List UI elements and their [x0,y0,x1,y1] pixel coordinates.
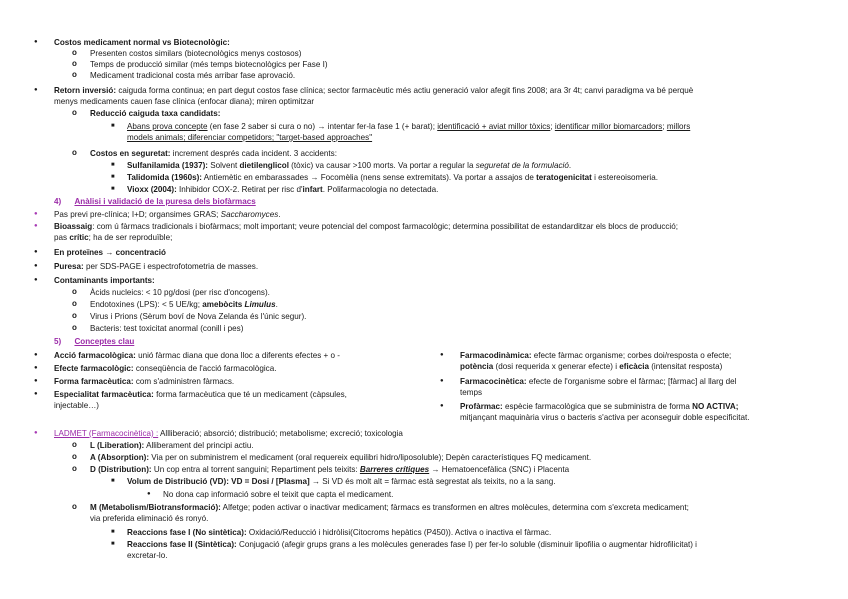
viox-b: infart [302,185,323,194]
fd-l2d: (intensitat resposta) [648,362,723,371]
fd-l2b: (dosi requerida x generar efecte) i [493,362,620,371]
sulf-b: dietilenglicol [239,161,289,170]
section-5-title: Conceptes clau [74,337,135,346]
fd-text: efecte fàrmac organisme; corbes doi/resposta o efecte; [531,351,732,360]
costos-title: Costos medicament normal vs Biotecnològic: [54,38,230,47]
accident-sulfanilamida [127,160,571,171]
ladmet-D [90,464,569,475]
profarmac-item [460,401,738,412]
concepte-item [54,376,234,387]
contaminant-item: o Àcids nucleics: < 10 pg/dosi (per risc d'oncogens). [90,287,270,298]
A-title: A (Absorption): [90,453,150,462]
V-text: → Si VD és molt alt = fàrmac està segrestat als teixits, no a la sang. [309,477,556,486]
reduccio-u2: identificació + aviat millor tòxics [437,122,551,131]
puresa-l1-end: . [278,210,281,219]
ladmet-M [90,502,689,513]
contaminant-item: o Virus i Prions (Sèrum boví de Nova Zelanda és l'únic segur). [90,311,306,322]
puresa-l1: Pas previ pre-clínica; I+D; organsimes GRAS; [54,210,221,219]
cont-title: Contaminants importants: [54,276,155,285]
c2c: Limulus [244,300,276,309]
c2d: . [275,300,278,309]
proteines-text: En proteïnes → concentració [54,248,166,257]
sulf-title: Sulfanilamida (1937): [127,161,208,170]
reduccio-line2: models animals; diferenciar competidors; "target-based approaches" [127,133,373,142]
R2-text: Conjugació (afegir grups grans a les molècules generades fase I) per fer-lo soluble (disminuir lipofilia o augmentar hidrofilicitat) i [236,540,697,549]
puresa-line1 [54,209,281,220]
fd-term: Farmacodinàmica: [460,351,532,360]
ladmet-text: Allliberació; absorció; distribució; metabolisme; excreció; toxicologia [158,429,403,438]
sulf-t1: Solvent [207,161,240,170]
reduccio-u3: identificar millor biomarcadors [554,122,663,131]
A-text: Via per on subministrem el medicament (oral requereix equilibri hidro/liposoluble); Depèn característiques FQ medicament. [149,453,592,462]
accident-talidomida [127,172,658,183]
bio-l2b: crític [69,233,89,242]
ladmet-VD [127,476,556,487]
accident-vioxx [127,184,438,195]
reduccio-t3: ; [662,122,667,131]
L-title: L (Liberation): [90,441,145,450]
D-barreres: Barreres crítiques [359,465,430,474]
bioassaig-line [54,221,678,232]
reduccio-t2: ; [550,122,555,131]
bioassaig-line2 [54,232,172,243]
bullet-costos [54,37,230,48]
pur-text: per SDS-PAGE i espectrofotometria de masses. [83,262,259,271]
seguretat-text: increment després cada incident. 3 accidents: [170,149,337,158]
section-5-heading [54,336,134,347]
concepte-item [54,350,340,361]
reduccio-u1: Abans prova concepte [127,122,208,131]
viox-t1: Inhibidor COX-2. Retirat per risc d' [176,185,303,194]
bullet-retorn [54,85,693,96]
fc-text: efecte de l'organisme sobre el fàrmac; [fàrmac] al llarg del [526,377,737,386]
sulf-t3: . [568,161,572,170]
section-4-number: 4) [54,197,62,206]
seguretat-title: Costos en seguretat: [90,149,171,158]
V-title: Volum de Distribució (VD): VD = Dosi / [Plasma] [127,477,310,486]
contaminant-item [90,299,278,310]
retorn-text: caiguda forma continua; en part degut costos fase clínica; sector farmacèutic més actiu generació valor afegit fins 2008; ara 3r 4t; canvi paradigma va bé perquè [116,86,694,95]
puresa-l1-italic: Saccharomyces [220,210,279,219]
tali-b: teratogenicitat [536,173,592,182]
M-title: M (Metabolism/Biotransformació): [90,503,221,512]
bio-l2c: ; ha de ser reproduïble; [88,233,173,242]
concepte-term: Acció farmacològica: [54,351,136,360]
M-text: Alfetge; poden activar o inactivar medicament; fàrmacs es transformen en altres molècules, determina com s'excreta medicament; [220,503,689,512]
concepte-text: conseqüència de l'acció farmacològica. [133,364,277,373]
pf-term: Profàrmac: [460,402,503,411]
concepte-text: forma farmacèutica que té un medicament (càpsules, [153,390,347,399]
fd-l2c: eficàcia [619,362,649,371]
proteines-line [54,247,166,258]
concepte-item [54,363,276,374]
sulf-t2: (tòxic) va causar >100 morts. Va portar a regular la [288,161,476,170]
L-text: Alliberament del principi actiu. [144,441,254,450]
puresa-item [54,261,258,272]
D-text: Un cop entra al torrent sanguini; Repartiment pels teixits: [151,465,360,474]
farmacocinetica-line2: temps [460,388,483,397]
farmacodinamica-line2 [460,361,722,372]
concepte-text-line2: injectable…) [54,401,99,410]
c2b: amebòcits [202,300,245,309]
ladmet-VD-sub: ● No dona cap informació sobre el teixit que capta el medicament. [163,489,393,500]
pur-title: Puresa: [54,262,84,271]
viox-title: Vioxx (2004): [127,185,177,194]
bio-l2a: pas [54,233,70,242]
ladmet-R2-line2: excretar-lo. [127,551,168,560]
tali-title: Talidomida (1960s): [127,173,202,182]
costos-item: o Medicament tradicional costa més arribar fase aprovació. [90,70,295,81]
viox-t2: . Polifarmacologia no detectada. [322,185,439,194]
reduccio-u4: millors [666,122,691,131]
R2-title: Reaccions fase II (Sintètica): [127,540,237,549]
pf-text: espècie farmacològica que se subministra de forma [502,402,693,411]
R1-text: Oxidació/Reducció i hidròlisi(Citocroms hepàtics (P450)). Activa o inactiva el fàrmac. [246,528,552,537]
ladmet-M-line2: via preferida eliminació és ronyó. [90,514,209,523]
retorn-text-line2: menys medicaments cauen fase clínica (enfocar diana); miren optimitzar [54,97,315,106]
section-4-heading [54,196,256,207]
D-title: D (Distribution): [90,465,152,474]
fc-term: Farmacocinètica: [460,377,527,386]
seguretat-heading [90,148,337,159]
reduccio-item [127,121,690,132]
bio-title: Bioassaig [54,222,93,231]
concepte-term: Efecte farmacològic: [54,364,134,373]
concepte-item [54,389,347,400]
farmacodinamica-item [460,350,731,361]
reduccio-heading [90,108,220,119]
ladmet-A [90,452,591,463]
ladmet-R1 [127,527,551,538]
contaminant-item: o Bacteris: test toxicitat anormal (conill i pes) [90,323,243,334]
ladmet-L [90,440,254,451]
reduccio-title: Reducció caiguda taxa candidats: [90,109,221,118]
section-4-title: Anàlisi i validació de la puresa dels biofàrmacs [74,197,256,206]
costos-item: o Presenten costos similars (biotecnològics menys costosos) [90,48,301,59]
reduccio-t1: (en fase 2 saber si cura o no) → intentar fer-la fase 1 (+ barat); [207,122,438,131]
pf-b: NO ACTIVA; [692,402,739,411]
c2a: Endotoxines (LPS): < 5 UE/kg; [90,300,203,309]
ladmet-R2 [127,539,697,550]
concepte-text: com s'administren fàrmacs. [133,377,235,386]
tali-t2: i estereoisomeria. [591,173,658,182]
ladmet-title: LADMET (Farmacocinètica) : [54,429,159,438]
sulf-i: seguretat de la formulació [475,161,569,170]
farmacocinetica-item [460,376,736,387]
concepte-term: Especialitat farmacèutica: [54,390,154,399]
concepte-text: unió fàrmac diana que dona lloc a diferents efectes + o - [135,351,340,360]
fd-l2a: potència [460,362,494,371]
bio-text: : com ú fàrmacs tradicionals i biofàrmacs; molt important; veure potencial del compost farmacològic; determina possibilitat de estandarditzar els blocs de producció; [92,222,678,231]
contaminants-heading [54,275,155,286]
D-text2: → Hematoencefàlica (SNC) i Placenta [429,465,570,474]
concepte-term: Forma farmacèutica: [54,377,134,386]
R1-title: Reaccions fase I (No sintètica): [127,528,247,537]
section-5-number: 5) [54,337,62,346]
ladmet-heading [54,428,403,439]
retorn-title: Retorn inversió: [54,86,117,95]
tali-t1: Antiemètic en embarassades → Focomèlia (nens sense extremitats). Va portar a assajos de [201,173,537,182]
costos-item: o Temps de producció similar (més temps biotecnològics per Fase I) [90,59,328,70]
profarmac-line2: mitjançant maquinària virus o bacteris s'activa per aconseguir doble especificitat. [460,413,750,422]
